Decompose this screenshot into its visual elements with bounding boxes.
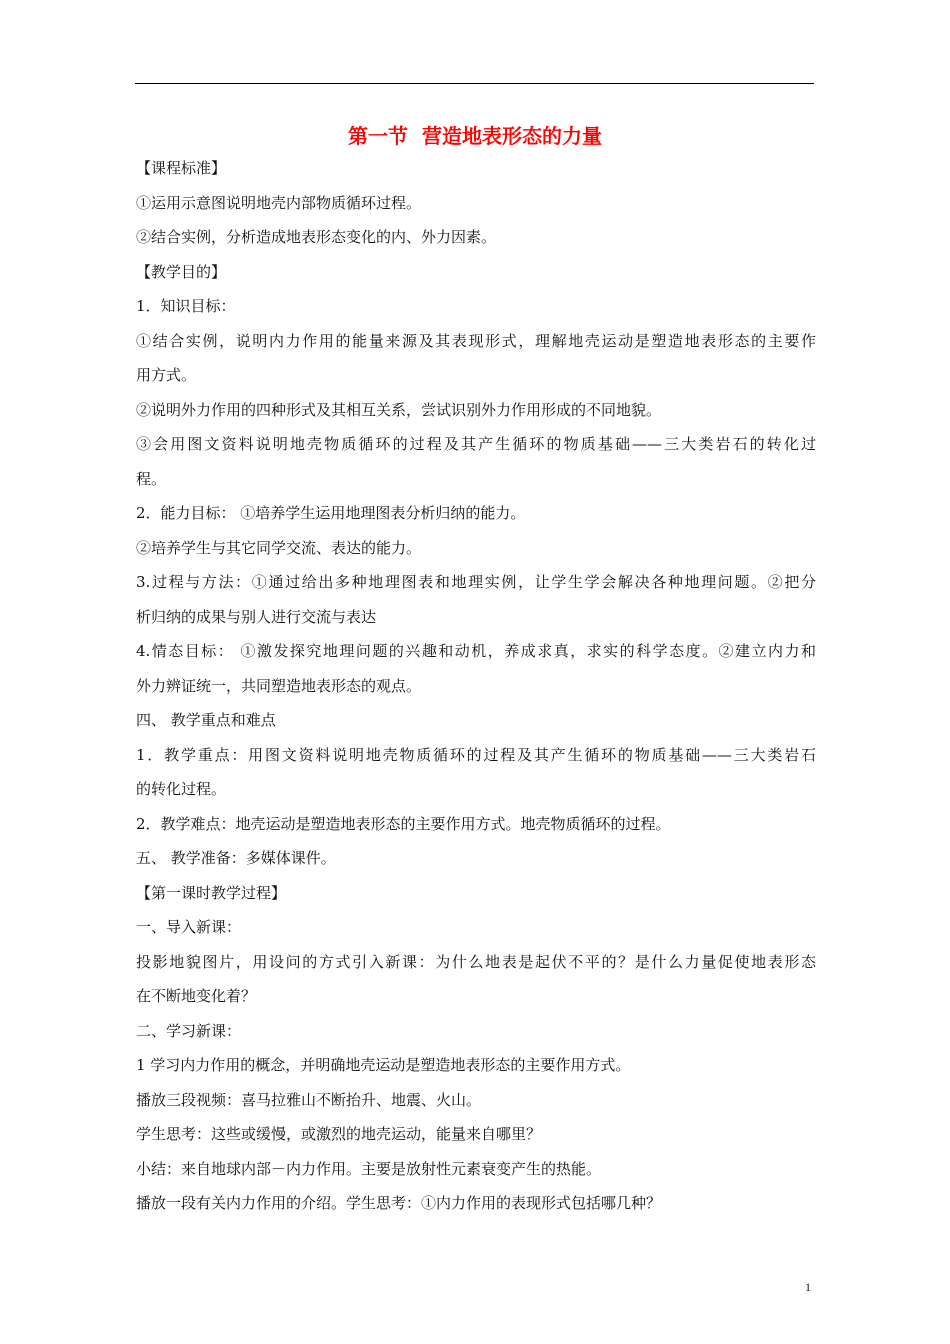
text-line: 用方式。 (136, 366, 197, 384)
text-line: ①运用示意图说明地壳内部物质循环过程。 (136, 193, 422, 212)
text-line: 外力辨证统一，共同塑造地表形态的观点。 (136, 676, 422, 695)
text-line: 播放一段有关内力作用的介绍。学生思考：①内力作用的表现形式包括哪几种？ (136, 1194, 662, 1212)
text-line: ②说明外力作用的四种形式及其相互关系，尝试识别外力作用形成的不同地貌。 (136, 400, 662, 419)
text-line: 的转化过程。 (136, 780, 227, 798)
text-line: 【教学目的】 (136, 262, 227, 281)
text-line: 在不断地变化着？ (136, 987, 257, 1005)
section-title: 第一节 营造地表形态的力量 (348, 124, 602, 148)
text-line: 四、 教学重点和难点 (136, 711, 276, 729)
text-line: 3.过程与方法：①通过给出多种地理图表和地理实例，让学生学会解决各种地理问题。②把分 (136, 573, 816, 591)
text-line: 4.情态目标： ①激发探究地理问题的兴趣和动机，养成求真，求实的科学态度。②建立内力和 (136, 642, 816, 660)
text-line: 五、 教学准备：多媒体课件。 (136, 849, 336, 867)
text-line: ②培养学生与其它同学交流、表达的能力。 (136, 538, 422, 557)
page-number: 1 (805, 1280, 811, 1294)
text-line: 播放三段视频：喜马拉雅山不断抬升、地震、火山。 (136, 1090, 482, 1109)
document-body (136, 151, 816, 1221)
text-line: 投影地貌图片，用设问的方式引入新课：为什么地表是起伏不平的？是什么力量促使地表形态 (136, 952, 816, 971)
text-line: 析归纳的成果与别人进行交流与表达 (136, 607, 377, 626)
text-line: 1．知识目标： (136, 297, 236, 315)
text-line: 二、学习新课： (136, 1021, 242, 1040)
text-line: 2．教学难点：地壳运动是塑造地表形态的主要作用方式。地壳物质循环的过程。 (136, 814, 671, 833)
text-line: 【第一课时教学过程】 (136, 883, 287, 902)
text-line: ②结合实例，分析造成地表形态变化的内、外力因素。 (136, 228, 497, 246)
text-line: ③会用图文资料说明地壳物质循环的过程及其产生循环的物质基础——三大类岩石的转化过 (136, 435, 816, 453)
text-line: 2．能力目标： ①培养学生运用地理图表分析归纳的能力。 (136, 504, 526, 522)
text-line: 小结：来自地球内部－内力作用。主要是放射性元素衰变产生的热能。 (136, 1159, 602, 1178)
text-line: 【课程标准】 (136, 159, 227, 177)
text-line: 一、导入新课： (136, 918, 242, 936)
text-line: 1．教学重点：用图文资料说明地壳物质循环的过程及其产生循环的物质基础——三大类岩石 (136, 745, 816, 764)
text-line: ①结合实例，说明内力作用的能量来源及其表现形式，理解地壳运动是塑造地表形态的主要作 (136, 331, 816, 350)
text-line: 学生思考：这些或缓慢，或激烈的地壳运动，能量来自哪里？ (136, 1125, 542, 1143)
text-line: 1 学习内力作用的概念，并明确地壳运动是塑造地表形态的主要作用方式。 (136, 1056, 631, 1074)
header-rule (135, 83, 814, 84)
text-line: 程。 (136, 469, 167, 488)
